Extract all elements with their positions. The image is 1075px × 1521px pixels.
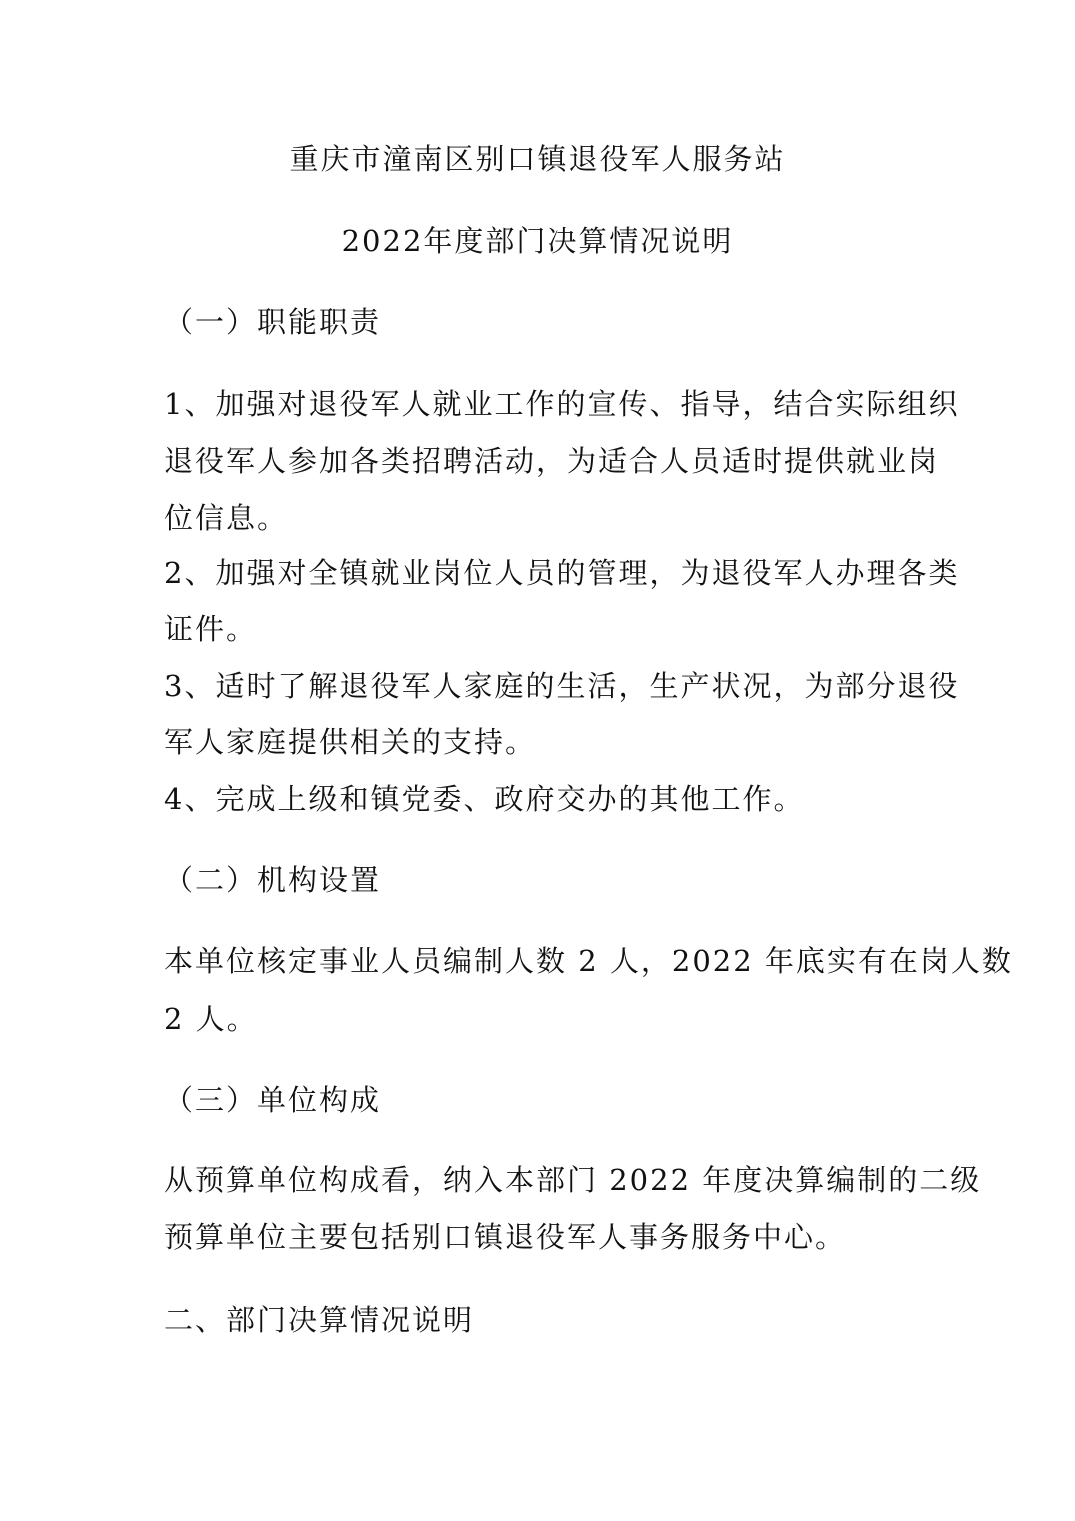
paragraph-line: 位信息。 — [164, 501, 289, 535]
paragraph-line: 证件。 — [164, 612, 258, 646]
paragraph-line: 从预算单位构成看，纳入本部门 2022 年度决算编制的二级 — [164, 1163, 982, 1197]
paragraph-line: 本单位核定事业人员编制人数 2 人，2022 年底实有在岗人数 — [164, 944, 1013, 978]
section-heading-functions: （一）职能职责 — [164, 305, 382, 339]
document-title-line2: 2022年度部门决算情况说明 — [341, 224, 734, 258]
section-heading-composition: （三）单位构成 — [164, 1083, 382, 1117]
paragraph-line: 3、适时了解退役军人家庭的生活，生产状况，为部分退役 — [164, 669, 960, 703]
paragraph-line: 退役军人参加各类招聘活动，为适合人员适时提供就业岗 — [164, 444, 940, 478]
paragraph-line: 4、完成上级和镇党委、政府交办的其他工作。 — [164, 782, 805, 816]
part-heading-final-accounts: 二、部门决算情况说明 — [164, 1303, 475, 1337]
document-title-line1: 重庆市潼南区别口镇退役军人服务站 — [289, 142, 786, 176]
paragraph-line: 预算单位主要包括别口镇退役军人事务服务中心。 — [164, 1220, 847, 1254]
paragraph-line: 2 人。 — [164, 1002, 258, 1036]
section-heading-organization: （二）机构设置 — [164, 863, 382, 897]
paragraph-line: 1、加强对退役军人就业工作的宣传、指导，结合实际组织 — [164, 387, 960, 421]
paragraph-line: 军人家庭提供相关的支持。 — [164, 725, 537, 759]
paragraph-line: 2、加强对全镇就业岗位人员的管理，为退役军人办理各类 — [164, 556, 960, 590]
